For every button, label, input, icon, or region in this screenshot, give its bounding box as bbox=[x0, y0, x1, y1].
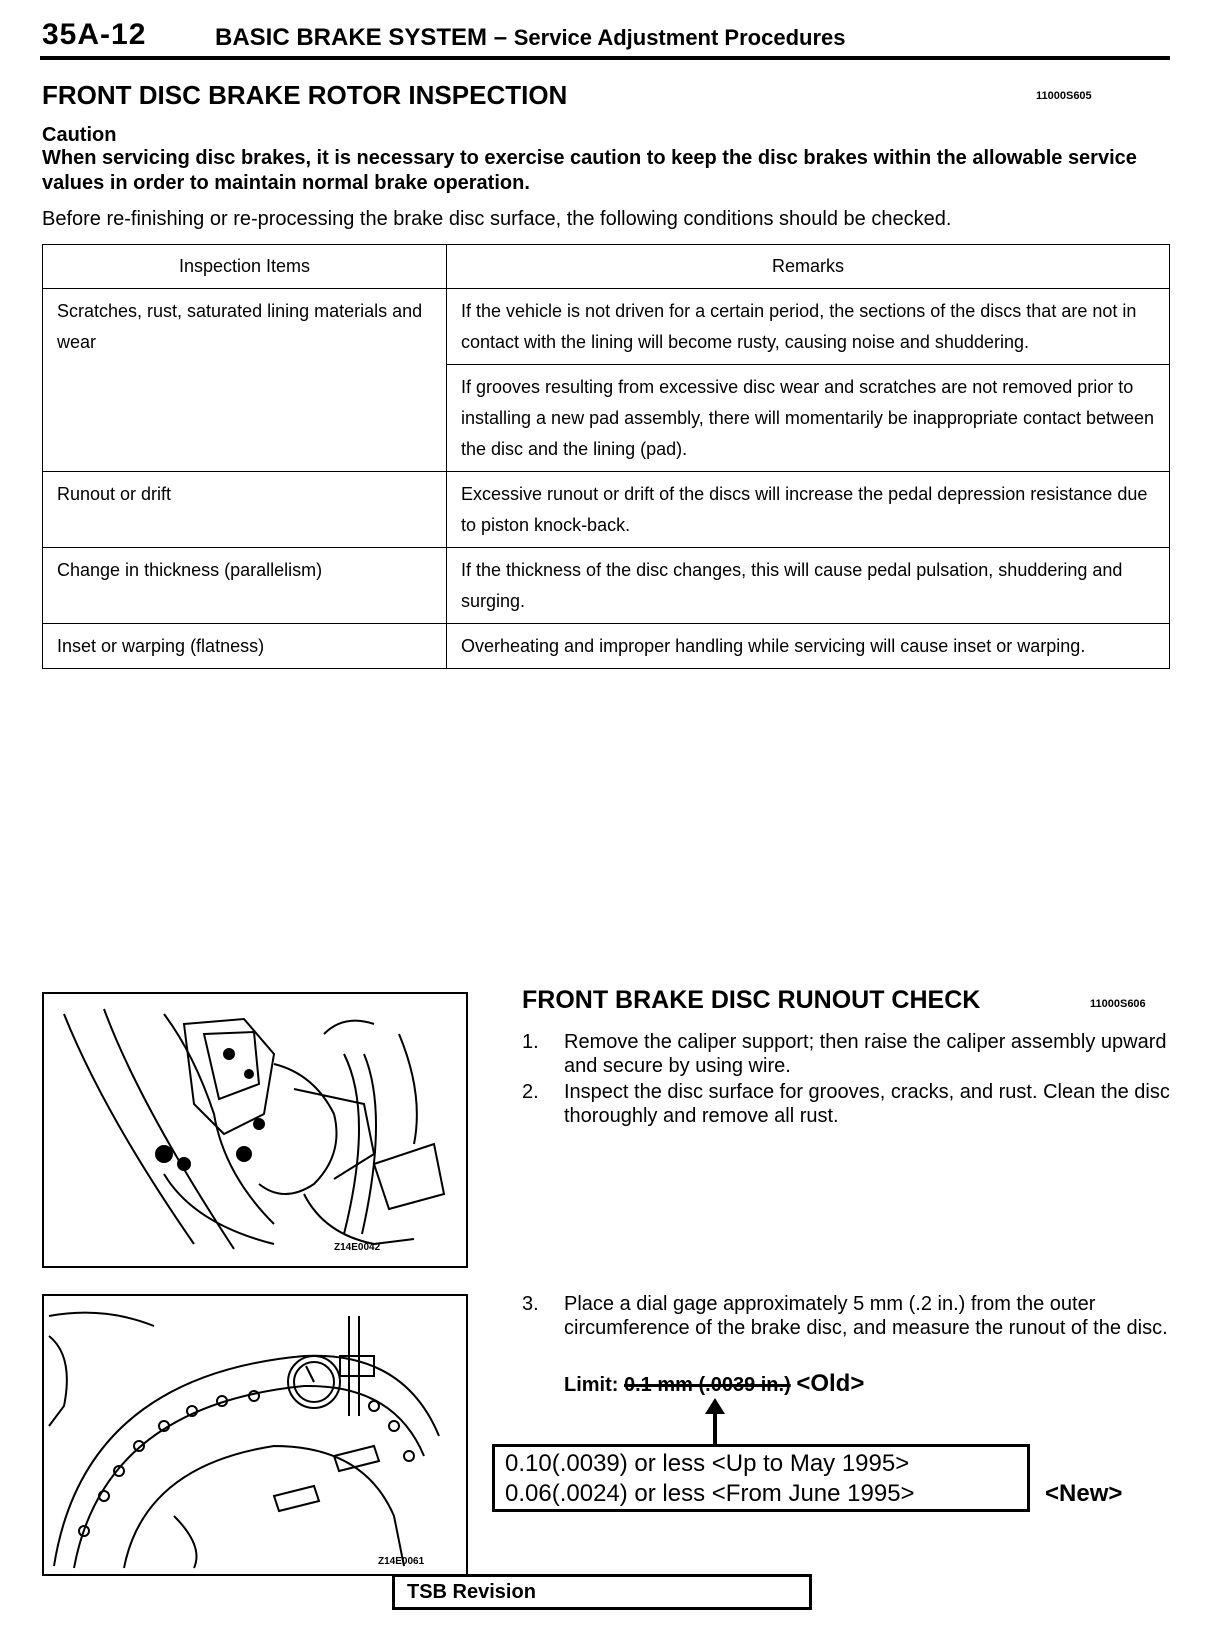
page-header-title bbox=[215, 24, 846, 52]
page-number: 35A-12 bbox=[42, 18, 147, 51]
limit-old-tag: <Old> bbox=[796, 1370, 865, 1397]
step-1 bbox=[522, 1030, 1170, 1080]
caliper-illustration bbox=[44, 994, 466, 1266]
section2-title: FRONT BRAKE DISC RUNOUT CHECK bbox=[522, 986, 981, 1014]
step-text: Place a dial gage approximately 5 mm (.2 in.) from the outer circumference of the brake disc, and measure the runout of the disc. bbox=[564, 1293, 1168, 1339]
step-number: 1. bbox=[522, 1031, 539, 1053]
dial-gauge-figure bbox=[42, 1294, 468, 1576]
table-cell-item: Inset or warping (flatness) bbox=[43, 624, 447, 669]
table-cell-remark: If the vehicle is not driven for a certain period, the sections of the discs that are not in contact with the lining will become rusty, causing noise and shuddering. bbox=[447, 289, 1170, 365]
step-number: 2. bbox=[522, 1081, 539, 1103]
table-cell-remark: Overheating and improper handling while servicing will cause inset or warping. bbox=[447, 624, 1170, 669]
new-limit-tag: <New> bbox=[1045, 1480, 1123, 1507]
table-cell-item: Scratches, rust, saturated lining materials and wear bbox=[43, 289, 447, 472]
limit-line bbox=[564, 1370, 864, 1398]
step-2 bbox=[522, 1080, 1170, 1130]
inspection-table bbox=[42, 244, 1170, 669]
new-limit-line: 0.10(.0039) or less <Up to May 1995> bbox=[505, 1450, 910, 1477]
table-cell-item: Change in thickness (parallelism) bbox=[43, 548, 447, 624]
fig2-label: Z14E0061 bbox=[378, 1556, 425, 1567]
limit-old-value: 0.1 mm (.0039 in.) bbox=[624, 1374, 791, 1396]
header-separator: – bbox=[493, 24, 508, 51]
header-rule bbox=[40, 56, 1170, 60]
new-limit-box bbox=[492, 1444, 1030, 1512]
table-row bbox=[43, 548, 1170, 624]
table-cell-remark: If the thickness of the disc changes, this will cause pedal pulsation, shuddering and surging. bbox=[447, 548, 1170, 624]
table-row bbox=[43, 472, 1170, 548]
limit-label: Limit: bbox=[564, 1374, 619, 1396]
tsb-revision-box: TSB Revision bbox=[392, 1574, 812, 1610]
caliper-figure bbox=[42, 992, 468, 1268]
step-number: 3. bbox=[522, 1293, 539, 1315]
dial-gauge-illustration bbox=[44, 1296, 466, 1574]
arrow-up-icon bbox=[700, 1398, 730, 1446]
section1-code: 11000S605 bbox=[1036, 90, 1092, 102]
caution-text: When servicing disc brakes, it is necessary to exercise caution to keep the disc brakes within the allowable service values in order to maintain normal brake operation. bbox=[42, 147, 1137, 194]
table-cell-remark: If grooves resulting from excessive disc wear and scratches are not removed prior to installing a new pad assembly, there will momentarily be inappropriate contact between the disc and the lining (pad). bbox=[447, 365, 1170, 472]
step-text: Remove the caliper support; then raise the caliper assembly upward and secure by using wire. bbox=[564, 1031, 1167, 1077]
table-row bbox=[43, 624, 1170, 669]
header-title: BASIC BRAKE SYSTEM bbox=[215, 24, 488, 51]
fig1-label: Z14E0042 bbox=[334, 1242, 381, 1253]
step-text: Inspect the disc surface for grooves, cracks, and rust. Clean the disc thoroughly and remove all rust. bbox=[564, 1081, 1170, 1127]
new-limit-line: 0.06(.0024) or less <From June 1995> bbox=[505, 1480, 915, 1507]
section1-title: FRONT DISC BRAKE ROTOR INSPECTION bbox=[42, 80, 568, 110]
caution-label: Caution bbox=[42, 124, 117, 146]
table-header-remarks: Remarks bbox=[447, 245, 1170, 289]
table-cell-item: Runout or drift bbox=[43, 472, 447, 548]
header-subtitle: Service Adjustment Procedures bbox=[513, 25, 846, 50]
table-header-row bbox=[43, 245, 1170, 289]
table-row bbox=[43, 289, 1170, 365]
table-header-items: Inspection Items bbox=[43, 245, 447, 289]
table-cell-remark: Excessive runout or drift of the discs will increase the pedal depression resistance due to piston knock-back. bbox=[447, 472, 1170, 548]
intro-text: Before re-finishing or re-processing the brake disc surface, the following conditions should be checked. bbox=[42, 208, 952, 230]
step-3 bbox=[522, 1292, 1170, 1366]
section2-code: 11000S606 bbox=[1090, 998, 1146, 1010]
